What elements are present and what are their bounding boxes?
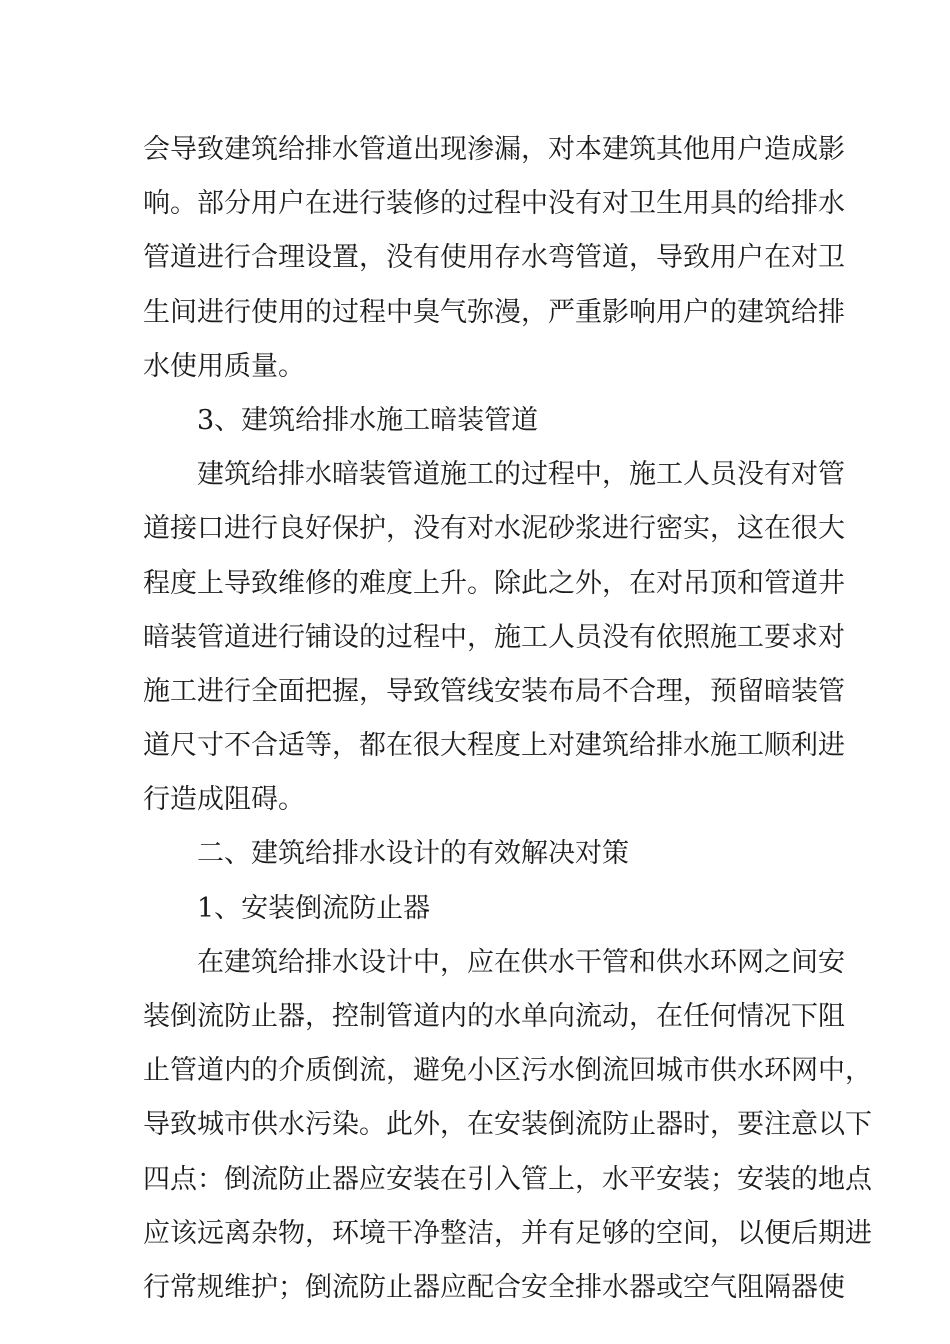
text-line: 应该远离杂物，环境干净整洁，并有足够的空间，以便后期进 (143, 1217, 872, 1249)
text-line: 会导致建筑给排水管道出现渗漏，对本建筑其他用户造成影 (143, 134, 845, 165)
text-line: 建筑给排水暗装管道施工的过程中，施工人员没有对管 (197, 459, 845, 491)
text-line: 导致城市供水污染。此外，在安装倒流防止器时，要注意以下 (143, 1109, 872, 1141)
text-line: 生间进行使用的过程中臭气弥漫，严重影响用户的建筑给排 (143, 296, 845, 328)
document-body (143, 123, 872, 1315)
text-line: 在建筑给排水设计中，应在供水干管和供水环网之间安 (197, 946, 845, 978)
text-line: 管道进行合理设置，没有使用存水弯管道，导致用户在对卫 (143, 242, 845, 274)
text-line: 止管道内的介质倒流，避免小区污水倒流回城市供水环网中， (143, 1055, 872, 1087)
text-line: 水使用质量。 (143, 350, 305, 382)
text-line: 响。部分用户在进行装修的过程中没有对卫生用具的给排水 (143, 188, 845, 220)
text-line: 程度上导致维修的难度上升。除此之外，在对吊顶和管道井 (143, 567, 845, 599)
text-line: 行造成阻碍。 (143, 784, 305, 816)
text-line: 四点：倒流防止器应安装在引入管上，水平安装；安装的地点 (143, 1163, 872, 1195)
text-line: 道接口进行良好保护，没有对水泥砂浆进行密实，这在很大 (143, 513, 845, 545)
text-line: 暗装管道进行铺设的过程中，施工人员没有依照施工要求对 (143, 621, 845, 653)
text-line: 装倒流防止器，控制管道内的水单向流动，在任何情况下阻 (143, 1001, 845, 1032)
subsection-heading: 1、安装倒流防止器 (197, 892, 431, 924)
text-line: 施工进行全面把握，导致管线安装布局不合理，预留暗装管 (143, 675, 845, 707)
section-heading: 3、建筑给排水施工暗装管道 (197, 404, 539, 436)
text-line: 道尺寸不合适等，都在很大程度上对建筑给排水施工顺利进 (143, 730, 845, 762)
section-heading: 二、建筑给排水设计的有效解决对策 (197, 838, 629, 870)
text-line: 行常规维护；倒流防止器应配合安全排水器或空气阻隔器使 (143, 1271, 845, 1303)
